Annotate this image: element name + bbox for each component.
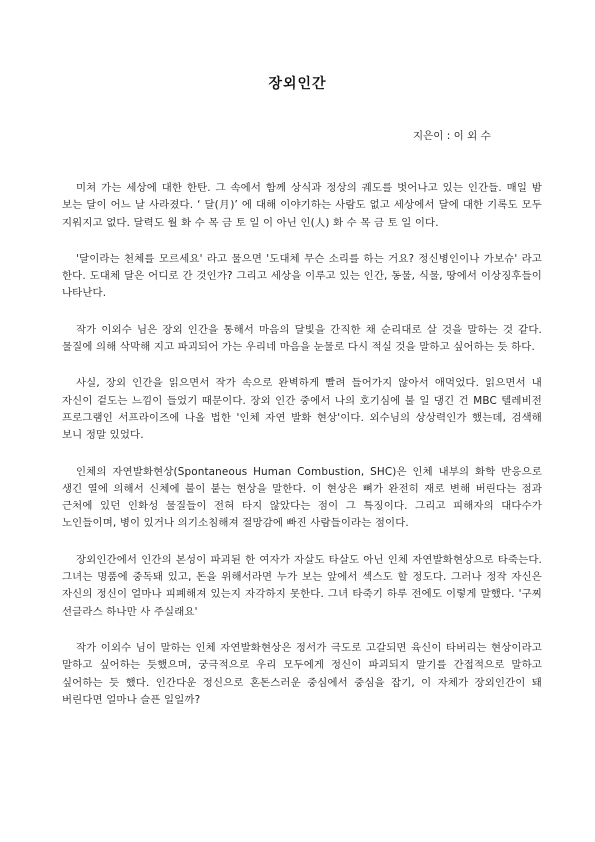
document-title: 장외인간 [268, 76, 327, 92]
paragraph-4: 사실, 장외 인간을 읽으면서 작가 속으로 완벽하게 빨려 들어가지 않아서 애먹었다. 읽으면서 내 자신이 겉도는 느낌이 들었기 때문이다. 장외 인간 중에서 나의 호기심에 불 일 댕긴 건 MBC 텔레비전 프로그램인 서프라이즈에 나올 법한 '인체 자연 발화 현상'이다. 외수님의 상상력인가 했는데, 검색해 보니 정말 있었다. [62, 377, 542, 442]
paragraph-6: 장외인간에서 인간의 본성이 파괴된 한 여자가 자살도 타살도 아닌 인체 자연발화현상으로 타죽는다. 그녀는 명품에 중독돼 있고, 돈을 위해서라면 누가 보는 앞에서 섹스도 할 정도다. 그러나 정작 자신은 자신의 정신이 얼마나 피폐해져 있는지 자각하지 못한다. 그녀 타죽기 하루 전에도 이렇게 말했다. '구찌 선글라스 하나만 사 주실래요' [62, 553, 542, 618]
paragraph-2: '달이라는 천체를 모르세요' 라고 물으면 '도대체 무슨 소리를 하는 거요? 정신병인이나 가보슈' 라고 한다. 도대체 달은 어디로 간 것인가? 그리고 세상을 이루고 있는 인간, 동물, 식물, 땅에서 이상징후들이 나타난다. [62, 252, 542, 300]
paragraph-1: 미쳐 가는 세상에 대한 한탄. 그 속에서 함께 상식과 정상의 궤도를 벗어나고 있는 인간들. 매일 밤 보는 달이 어느 날 사라졌다. ‘ 달(月)’ 에 대해 이야기하는 사람도 없고 세상에서 달에 대한 기록도 모두 지워지고 없다. 달력도 월 화 수 목 금 토 일 이 아닌 인(人) 화 수 목 금 토 일 이다. [62, 182, 542, 229]
document-body [62, 180, 542, 728]
author-line: 지은이 : 이 외 수 [413, 130, 491, 142]
paragraph-3: 작가 이외수 님은 장외 인간을 통해서 마음의 달빛을 간직한 채 순리대로 살 것을 말하는 것 같다. 물질에 의해 삭막해 지고 파괴되어 가는 우리네 마음을 눈물로 다시 적실 것을 말하고 싶어하는 듯 하다. [62, 323, 542, 354]
paragraph-7: 작가 이외수 님이 말하는 인체 자연발화현상은 정서가 극도로 고갈되면 육신이 타버리는 현상이라고 말하고 싶어하는 듯했으며, 궁극적으로 우리 모두에게 정신이 파괴되지 말기를 간접적으로 말하고 싶어하는 듯 했다. 인간다운 정신으로 혼돈스러운 중심에서 중심을 잡기, 이 자체가 장외인간이 돼 버린다면 얼마나 슬픈 일일까? [62, 641, 542, 706]
paragraph-5: 인체의 자연발화현상(Spontaneous Human Combustion, SHC)은 인체 내부의 화학 반응으로 생긴 열에 의해서 신체에 불이 붙는 현상을 말한다. 이 현상은 뼈가 완전히 재로 변해 버린다는 점과 근처에 있던 인화성 물질들이 전혀 타지 않았다는 점이 그 특징이다. 그리고 피해자의 대다수가 노인들이며, 병이 있거나 의기소침해져 절망감에 빠진 사람들이라는 점이다. [62, 465, 542, 530]
